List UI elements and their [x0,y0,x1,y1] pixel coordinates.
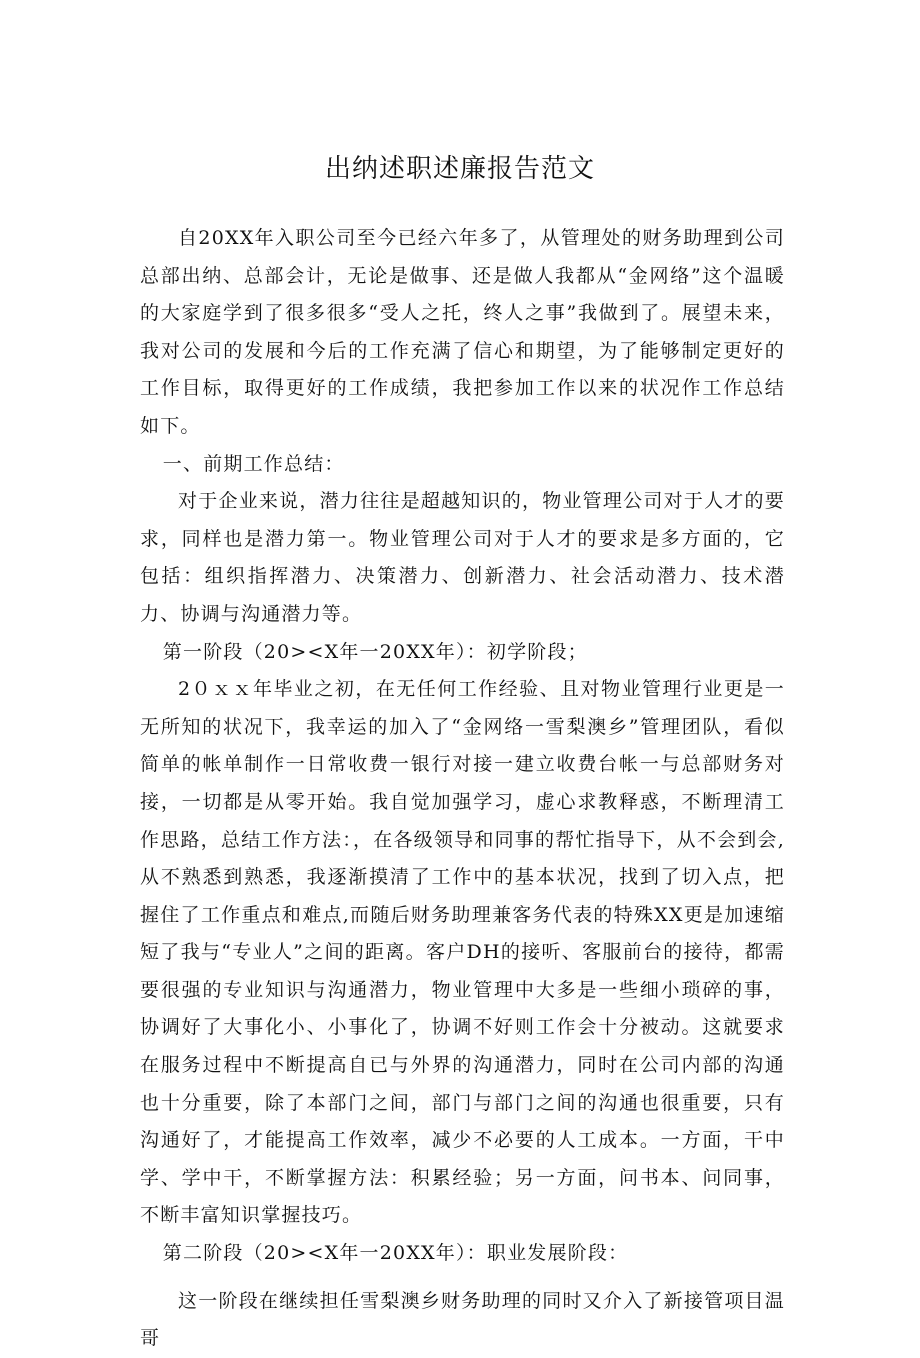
paragraph-stage-two: 这一阶段在继续担任雪梨澳乡财务助理的同时又介入了新接管项目温哥 [140,1289,785,1350]
stage-one-heading: 第一阶段（20><X年一20XX年）：初学阶段； [162,640,588,663]
paragraph-stage-one: 2０ｘｘ年毕业之初，在无任何工作经验、且对物业管理行业更是一无所知的状况下，我幸运的加入了“金网络一雪梨澳乡”管理团队，看似简单的帐单制作一日常收费一银行对接一建立收费台帐一与总部财务对接，一切都是从零开始。我自觉加强学习，虚心求教释惑，不断理清工作思路，总结工作方法：，在各级领导和同事的帮忙指导下，从不会到会,从不熟悉到熟悉，我逐渐摸清了工作中的基本状况，找到了切入点，把握住了工作重点和难点,而随后财务助理兼客务代表的特殊XX更是加速缩短了我与“专业人”之间的距离。客户DH的接听、客服前台的接待，都需要很强的专业知识与沟通潜力，物业管理中大多是一些细小琐碎的事，协调好了大事化小、小事化了，协调不好则工作会十分被动。这就要求在服务过程中不断提高自已与外界的沟通潜力，同时在公司内部的沟通也十分重要，除了本部门之间，部门与部门之间的沟通也很重要，只有沟通好了，才能提高工作效率，减少不必要的人工成本。一方面，干中学、学中干，不断掌握方法：积累经验；另一方面，问书本、问同事，不断丰富知识掌握技巧。 [140,678,785,1227]
section-heading-summary: 一、前期工作总结： [162,452,345,475]
document-body [140,220,785,1358]
stage-two-heading: 第二阶段（20><X年一20XX年）：职业发展阶段： [162,1242,629,1265]
paragraph-intro: 自20XX年入职公司至今已经六年多了，从管理处的财务助理到公司总部出纳、总部会计，无论是做事、还是做人我都从“金网络”这个温暖的大家庭学到了很多很多“受人之托，终人之事”我做到了。展望未来，我对公司的发展和今后的工作充满了信心和期望，为了能够制定更好的工作目标，取得更好的工作成绩，我把参加工作以来的状况作工作总结如下。 [140,227,785,437]
paragraph-potential: 对于企业来说，潜力往往是超越知识的，物业管理公司对于人才的要求，同样也是潜力第一。物业管理公司对于人才的要求是多方面的，它包括：组织指挥潜力、决策潜力、创新潜力、社会活动潜力、技术潜力、协调与沟通潜力等。 [140,490,785,625]
page-title: 出纳述职述廉报告范文 [324,154,595,184]
